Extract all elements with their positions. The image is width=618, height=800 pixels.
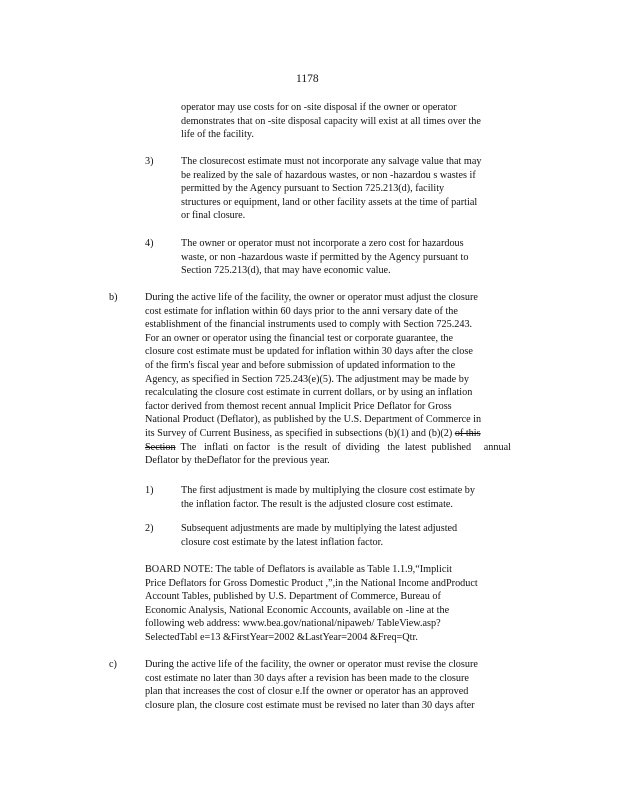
text-line: Subsequent adjustments are made by multiplying the latest adjusted [181, 523, 458, 534]
text-line: During the active life of the facility, the owner or operator must adjust the closure [145, 292, 478, 303]
text-line: waste, or non -hazardous waste if permitted by the Agency pursuant to [181, 251, 469, 263]
text-line: National Product (Deflator), as published by the U.S. Department of Commerce in [145, 414, 482, 426]
text-line: Section 725.213(d), that may have economic value. [181, 265, 391, 277]
text-line: or final closure. [181, 210, 246, 222]
item-4-paragraph [181, 237, 533, 278]
text-line: recalculating the closure cost estimate in current dollars, or by using an inflation [145, 387, 473, 399]
text-line: factor derived from themost recent annual Implicit Price Deflator for Gross [145, 400, 452, 412]
text-line: Deflator by theDeflator for the previous year. [145, 455, 330, 467]
struck-text: of this [454, 427, 481, 439]
continuation-paragraph [181, 101, 533, 142]
text-line [145, 427, 537, 441]
text-line: demonstrates that on -site disposal capacity will exist at all times over the [181, 115, 481, 127]
item-4-label: 4) [145, 238, 154, 249]
text-line: closure cost estimate by the latest inflation factor. [181, 536, 383, 548]
text-line: cost estimate no later than 30 days after a revision has been made to the closure [145, 672, 469, 684]
text-line: closure cost estimate must be updated for inflation within 30 days after the close [145, 346, 473, 358]
text-line: During the active life of the facility, the owner or operator must revise the closure [145, 659, 478, 670]
item-b1-paragraph [181, 484, 533, 511]
text-line: operator may use costs for on -site disposal if the owner or operator [181, 102, 457, 113]
text-line: structures or equipment, land or other facility assets at the time of partial [181, 196, 478, 208]
item-b2-label: 2) [145, 523, 154, 534]
text-line: Account Tables, published by U.S. Department of Commerce, Bureau of [145, 591, 441, 603]
text-line: life of the facility. [181, 129, 254, 141]
item-b2-paragraph [181, 522, 533, 549]
text-line: the inflation factor. The result is the adjusted closure cost estimate. [181, 498, 453, 510]
item-3-paragraph [181, 155, 533, 223]
text-line: For an owner or operator using the financial test or corporate guarantee, the [145, 332, 454, 344]
text-segment: its Survey of Current Business, as specified in subsections (b)(1) and (b)(2) [145, 427, 453, 439]
text-line: establishment of the financial instruments used to comply with Section 725.243. [145, 319, 473, 331]
text-line: The closurecost estimate must not incorporate any salvage value that may [181, 156, 482, 167]
text-line: permitted by the Agency pursuant to Section 725.213(d), facility [181, 183, 445, 195]
text-line: of the firm's fiscal year and before submission of updated information to the [145, 359, 456, 371]
text-segment: The inflati on factor is the result of dividing the latest published annual [175, 441, 511, 453]
text-line: plan that increases the cost of closur e.If the owner or operator has an approved [145, 686, 469, 698]
page-number: 1178 [296, 73, 319, 85]
text-line: be realized by the sale of hazardous wastes, or non -hazardou s wastes if [181, 169, 476, 181]
item-3-label: 3) [145, 156, 154, 167]
item-c-label: c) [109, 659, 117, 670]
text-line: BOARD NOTE: The table of Deflators is available as Table 1.1.9,“Implicit [145, 564, 453, 575]
text-line: closure plan, the closure cost estimate must be revised no later than 30 days after [145, 699, 475, 711]
item-b-paragraph [145, 291, 537, 468]
text-line: following web address: www.bea.gov/national/nipaweb/ TableView.asp? [145, 618, 441, 630]
text-line: cost estimate for inflation within 60 days prior to the anni versary date of the [145, 305, 458, 317]
text-line [145, 441, 537, 455]
struck-text: Section [145, 441, 176, 453]
item-c-paragraph [145, 658, 537, 712]
item-b1-label: 1) [145, 485, 154, 496]
text-line: Price Deflators for Gross Domestic Product ,”,in the National Income andProduct [145, 577, 478, 589]
text-line: SelectedTabl e=13 &FirstYear=2002 &LastYear=2004 &Freq=Qtr. [145, 631, 418, 643]
text-line: The first adjustment is made by multiplying the closure cost estimate by [181, 485, 475, 496]
text-line: Agency, as specified in Section 725.243(e)(5). The adjustment may be made by [145, 373, 469, 385]
text-line: Economic Analysis, National Economic Accounts, available on -line at the [145, 604, 450, 616]
board-note [145, 563, 537, 645]
item-b-label: b) [109, 292, 118, 303]
text-line: The owner or operator must not incorporate a zero cost for hazardous [181, 238, 464, 249]
